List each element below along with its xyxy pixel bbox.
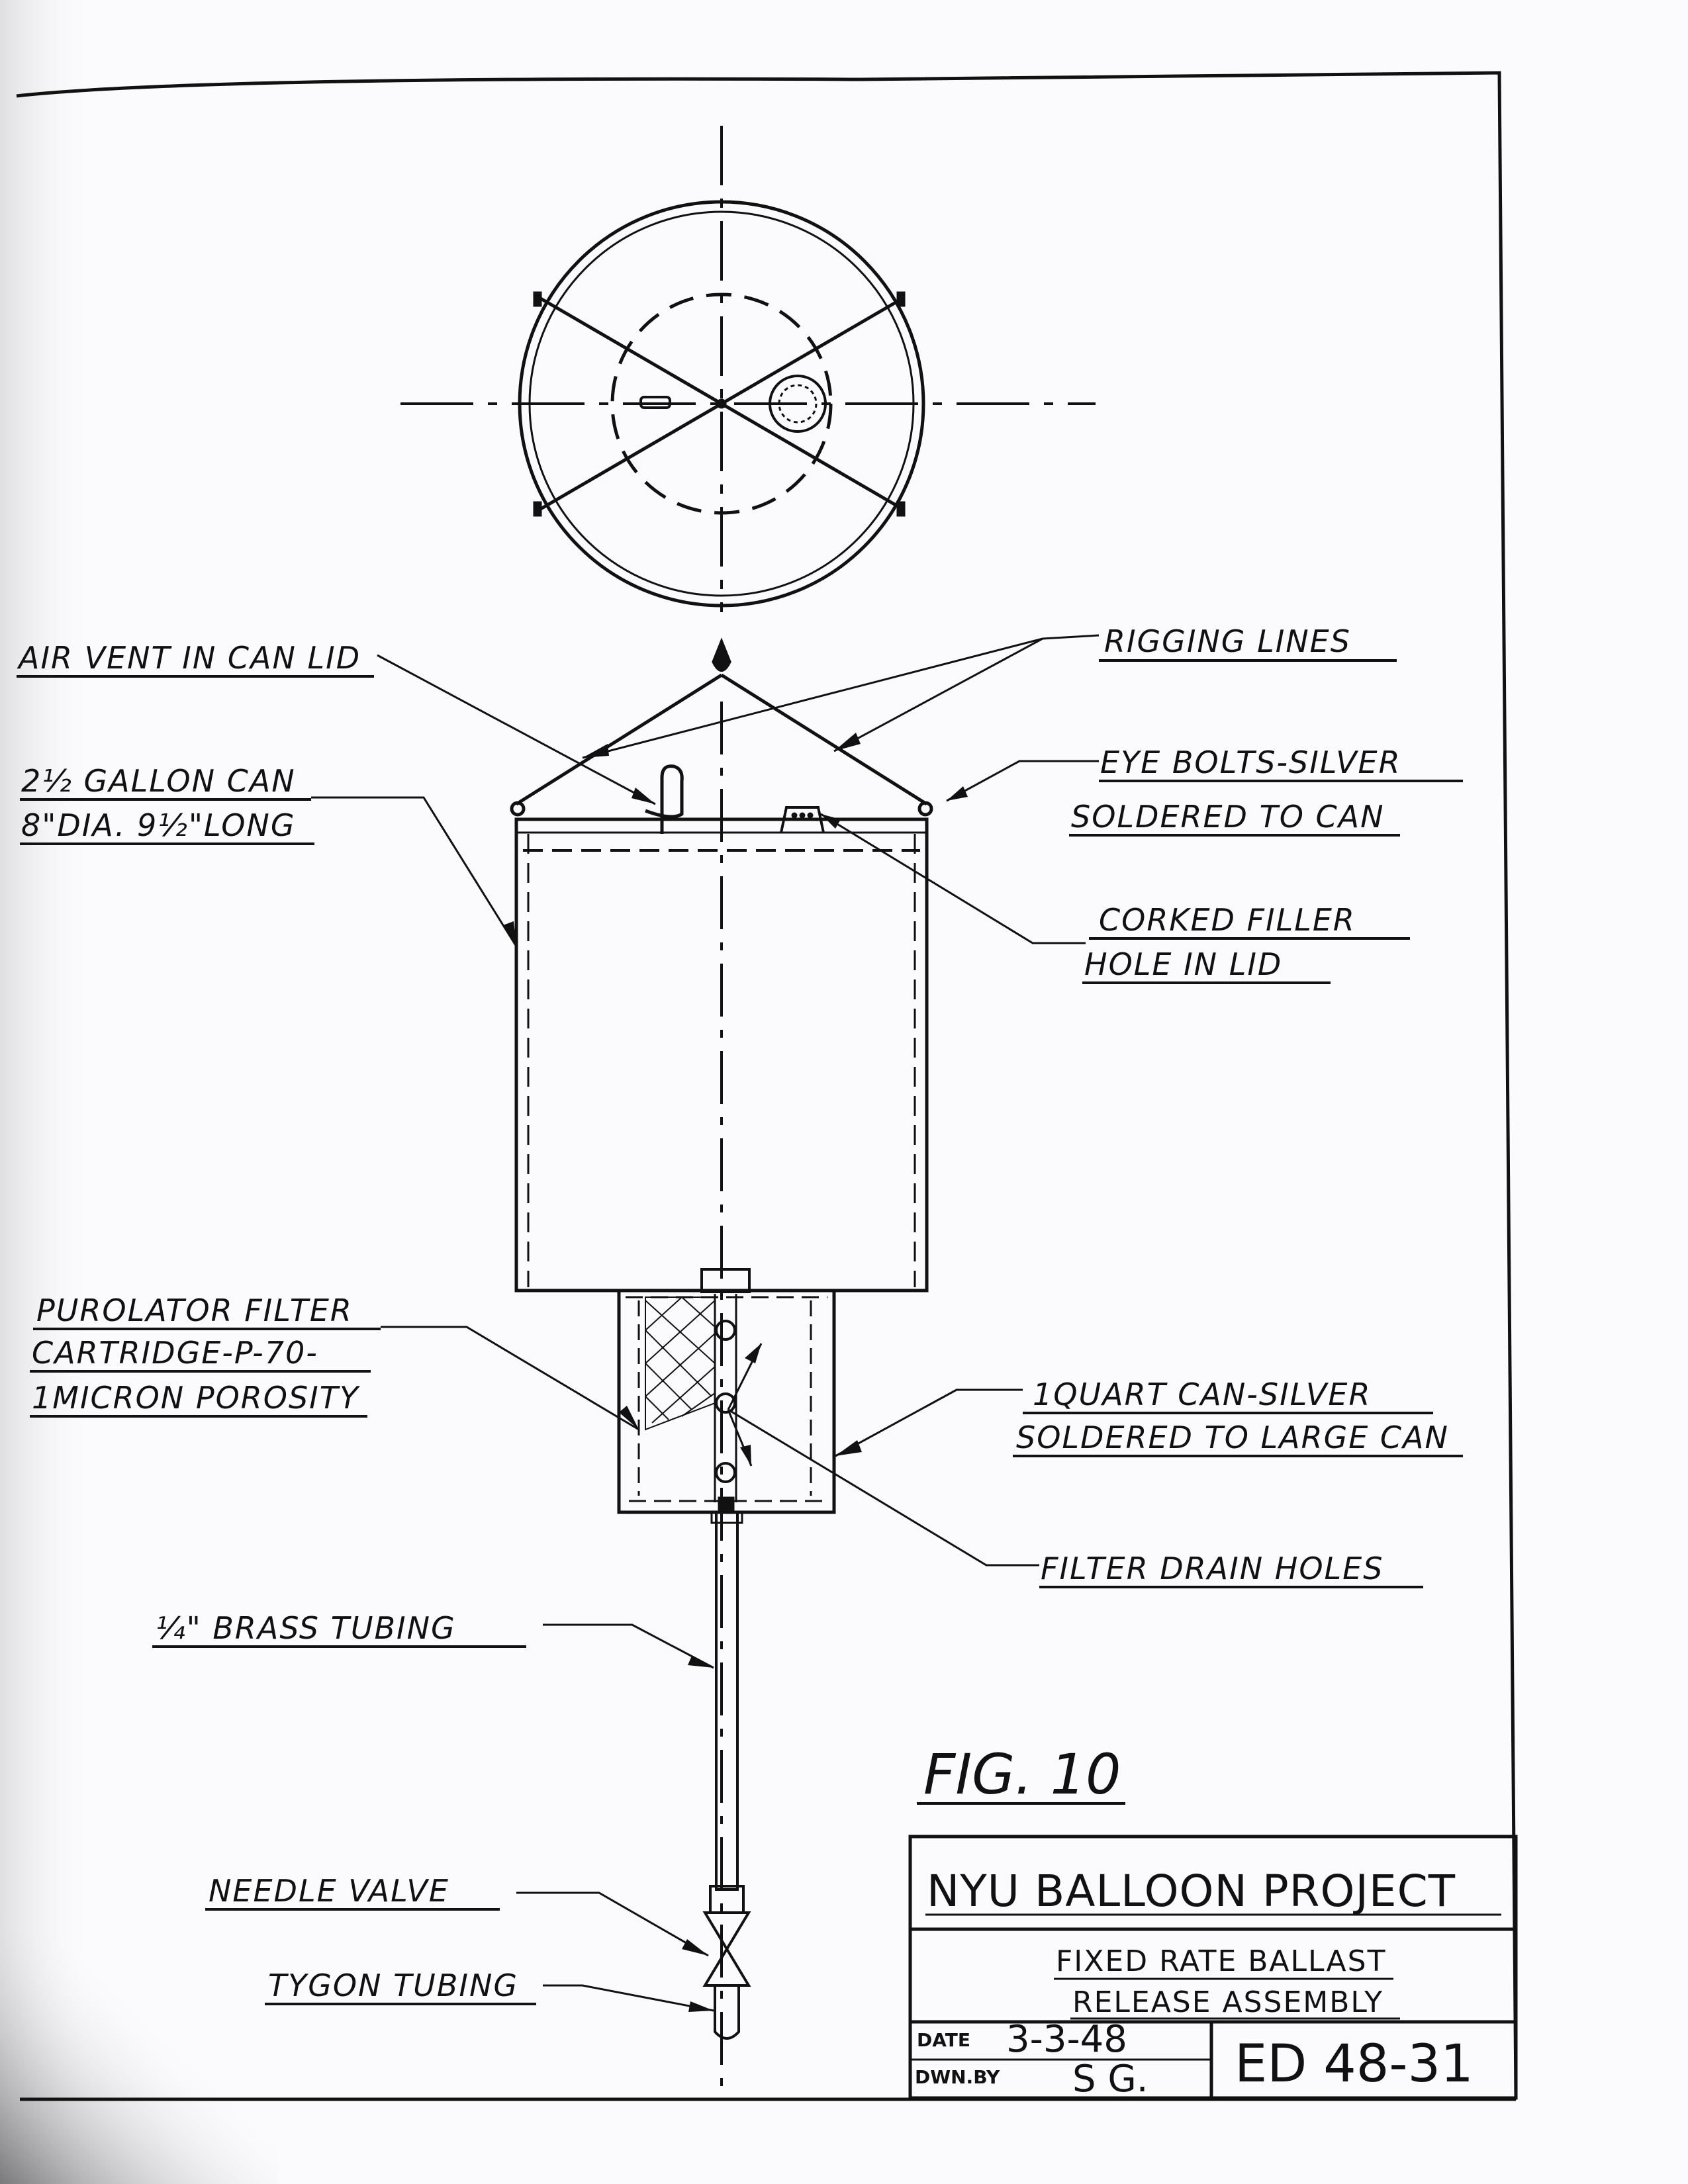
figure-number: FIG. 10 <box>923 1742 1121 1807</box>
label-air-vent: AIR VENT IN CAN LID <box>19 640 361 676</box>
date-label: DATE <box>917 2029 970 2051</box>
label-quart-can-line2: SOLDERED TO LARGE CAN <box>1016 1420 1449 1455</box>
title-block-text <box>915 1866 1501 2101</box>
label-eye-bolts-line2: SOLDERED TO CAN <box>1071 799 1385 835</box>
drawing-title-line2: RELEASE ASSEMBLY <box>1072 1985 1383 2019</box>
label-purolator-line3: 1MICRON POROSITY <box>32 1380 359 1416</box>
project-name: NYU BALLOON PROJECT <box>927 1866 1456 1917</box>
label-tygon-tubing: TYGON TUBING <box>268 1968 519 2003</box>
label-rigging-lines: RIGGING LINES <box>1104 623 1351 659</box>
label-gallon-can-line1: 2½ GALLON CAN <box>21 763 296 799</box>
drawn-by-value: S G. <box>1072 2058 1149 2101</box>
drawn-by-label: DWN.BY <box>915 2066 1000 2088</box>
large-can <box>516 702 927 2091</box>
drawing-title-line1: FIXED RATE BALLAST <box>1056 1944 1387 1978</box>
callout-labels <box>17 623 1449 2003</box>
label-needle-valve: NEEDLE VALVE <box>209 1873 449 1909</box>
label-underlines <box>17 660 1463 2004</box>
quart-can <box>619 1269 834 1512</box>
scan-shadow-left <box>0 0 93 2184</box>
date-value: 3-3-48 <box>1006 2018 1127 2061</box>
label-corked-filler-line1: CORKED FILLER <box>1099 902 1356 938</box>
tubing-assembly <box>705 1512 749 2038</box>
label-purolator-line1: PUROLATOR FILTER <box>36 1293 353 1328</box>
label-corked-filler-line2: HOLE IN LID <box>1084 946 1283 982</box>
scan-shadow-corner <box>0 1919 278 2184</box>
label-eye-bolts-line1: EYE BOLTS-SILVER <box>1100 745 1401 780</box>
label-filter-drain-holes: FILTER DRAIN HOLES <box>1041 1551 1384 1586</box>
top-view <box>400 126 1096 612</box>
drawing-number: ED 48-31 <box>1235 2034 1474 2094</box>
label-purolator-line2: CARTRIDGE-P-70- <box>32 1335 318 1371</box>
label-brass-tubing: ¼" BRASS TUBING <box>156 1610 456 1646</box>
label-gallon-can-line2: 8"DIA. 9½"LONG <box>21 807 296 843</box>
label-quart-can-line1: 1QUART CAN-SILVER <box>1033 1377 1372 1412</box>
